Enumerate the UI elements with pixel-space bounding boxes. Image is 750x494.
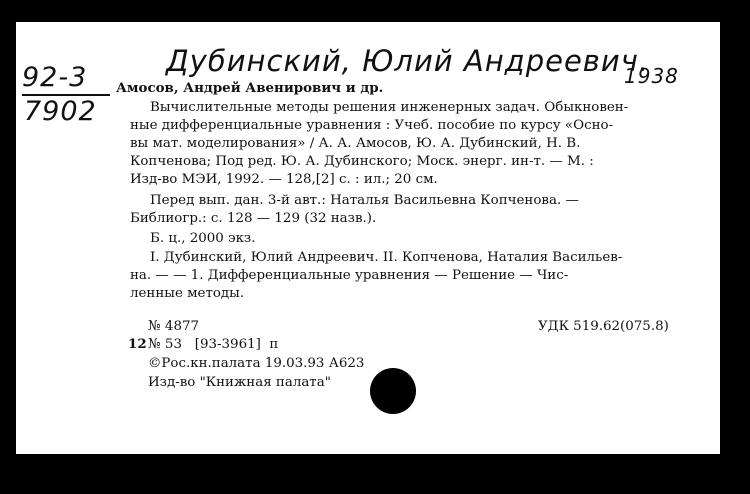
body-line: Изд-во МЭИ, 1992. — 128,[2] с. : ил.; 20 см.: [130, 172, 438, 187]
body-line: Вычислительные методы решения инженерных задач. Обыкновен-: [150, 100, 629, 115]
price-line: Б. ц., 2000 экз.: [150, 231, 256, 246]
ink-blot: [370, 368, 416, 414]
catalog-card: [16, 22, 720, 454]
tracing-line: ленные методы.: [130, 286, 245, 301]
note-line: Перед вып. дан. 3-й авт.: Наталья Васильевна Копченова. —: [150, 193, 579, 208]
handwritten-year: 1938: [624, 64, 679, 88]
note-line: Библиогр.: с. 128 — 129 (32 назв.).: [130, 211, 377, 226]
record-line: № 53 [93-3961] п: [148, 337, 279, 352]
handwritten-author-name: Дубинский, Юлий Андреевич.: [166, 44, 650, 78]
body-line: ные дифференциальные уравнения : Учеб. пособие по курсу «Осно-: [130, 118, 614, 133]
body-line: Копченова; Под ред. Ю. А. Дубинского; Моск. энерг. ин-т. — М. :: [130, 154, 594, 169]
record-number: № 4877: [148, 319, 200, 334]
body-line: вы мат. моделирования» / А. А. Амосов, Ю. А. Дубинский, Н. В.: [130, 136, 581, 151]
record-line-prefix: 12: [128, 336, 147, 352]
tracing-line: I. Дубинский, Юлий Андреевич. II. Копченова, Наталия Васильев-: [150, 250, 623, 265]
handwritten-call-number-top: 92-3: [22, 62, 88, 93]
udc-code: УДК 519.62(075.8): [538, 319, 669, 334]
publisher-line: Изд-во "Книжная палата": [148, 375, 331, 390]
handwritten-call-number-bottom: 7902: [24, 96, 97, 127]
card-heading: Амосов, Андрей Авенирович и др.: [116, 80, 384, 96]
tracing-line: на. — — 1. Дифференциальные уравнения — Решение — Чис-: [130, 268, 569, 283]
registry-line: ©Рос.кн.палата 19.03.93 А623: [148, 356, 365, 371]
